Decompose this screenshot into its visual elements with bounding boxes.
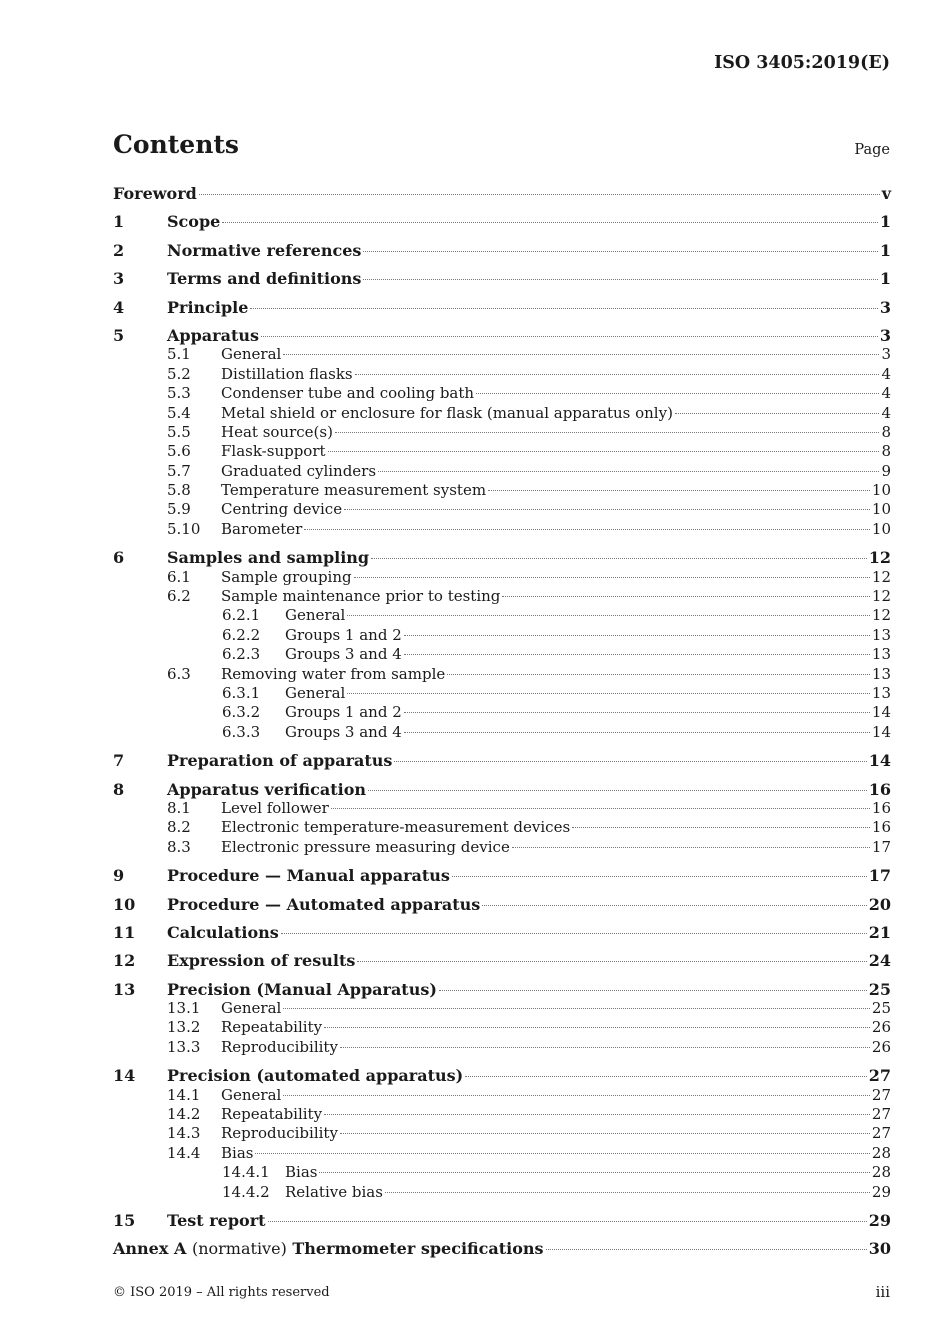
toc-entry-title: Reproducibility — [221, 1037, 338, 1056]
toc-entry[interactable] — [113, 326, 891, 345]
toc-entry-page: 9 — [881, 461, 891, 480]
toc-entry[interactable] — [113, 1066, 891, 1085]
toc-entry[interactable] — [113, 1144, 891, 1163]
toc-entry[interactable] — [113, 751, 891, 770]
toc-entry-number: 6.3.3 — [222, 722, 261, 741]
toc-entry-page: 16 — [871, 818, 891, 837]
toc-entry-title: General — [285, 606, 346, 625]
toc-entry[interactable] — [113, 951, 891, 970]
toc-entry-title: General — [285, 683, 346, 702]
toc-entry-title: Procedure — Manual apparatus — [167, 866, 450, 886]
dot-leader — [328, 451, 880, 452]
toc-entry[interactable] — [113, 404, 891, 423]
toc-entry-page: 4 — [881, 403, 891, 422]
toc-entry-title: Groups 1 and 2 — [285, 625, 402, 644]
toc-entry-title: Groups 3 and 4 — [285, 645, 402, 664]
dot-leader — [465, 1076, 867, 1077]
toc-entry-title: Scope — [167, 212, 221, 232]
toc-entry-number: 5 — [113, 325, 125, 345]
toc-entry[interactable] — [113, 345, 891, 364]
toc-entry-title: Bias — [221, 1143, 254, 1162]
toc-entry-page: 14 — [871, 722, 891, 741]
dot-leader — [488, 490, 870, 491]
toc-entry-page: 27 — [871, 1124, 891, 1143]
toc-entry[interactable] — [113, 568, 891, 587]
toc-entry-page: 3 — [881, 345, 891, 364]
toc-entry-number: 5.9 — [167, 500, 191, 519]
toc-entry-number: 6.1 — [167, 567, 191, 586]
toc-entry-title: Sample maintenance prior to testing — [221, 587, 501, 606]
toc-entry-page: 13 — [871, 683, 891, 702]
toc-entry[interactable] — [113, 645, 891, 664]
toc-entry-title: General — [221, 999, 282, 1018]
toc-entry-page: 1 — [879, 212, 891, 232]
dot-leader — [476, 393, 879, 394]
toc-entry-page: 29 — [868, 1210, 891, 1230]
toc-entry[interactable] — [113, 866, 891, 885]
toc-entry[interactable] — [113, 587, 891, 606]
toc-entry[interactable] — [113, 548, 891, 567]
toc-entry-page: 8 — [881, 442, 891, 461]
toc-entry-title: Foreword — [113, 184, 197, 203]
toc-entry[interactable] — [113, 923, 891, 942]
dot-leader — [222, 222, 878, 223]
toc-entry-page: 17 — [871, 837, 891, 856]
toc-entry-title: Repeatability — [221, 1105, 323, 1124]
toc-entry-title: Barometer — [221, 519, 303, 538]
toc-entry[interactable] — [113, 999, 891, 1018]
toc-entry-number: 7 — [113, 751, 125, 771]
toc-entry-title: Groups 3 and 4 — [285, 722, 402, 741]
toc-entry-page: 30 — [868, 1239, 891, 1259]
toc-entry-title: Reproducibility — [221, 1124, 338, 1143]
dot-leader — [340, 1133, 870, 1134]
toc-entry-title: Electronic temperature-measurement devices — [221, 818, 571, 837]
toc-entry-page: 10 — [871, 481, 891, 500]
toc-entry-number: 6 — [113, 548, 125, 568]
toc-entry[interactable] — [113, 606, 891, 625]
toc-entry-page: 12 — [871, 606, 891, 625]
toc-entry-title: Centring device — [221, 500, 343, 519]
toc-entry-title: Apparatus — [167, 325, 259, 345]
toc-entry[interactable] — [113, 481, 891, 500]
toc-entry-number: 9 — [113, 866, 125, 886]
toc-entry[interactable] — [113, 1183, 891, 1202]
toc-entry-number: 14 — [113, 1066, 136, 1086]
toc-entry-title: Apparatus verification — [167, 779, 367, 799]
toc-entry-number: 1 — [113, 212, 125, 232]
toc-entry[interactable] — [113, 838, 891, 857]
toc-entry-title: Normative references — [167, 240, 362, 260]
dot-leader — [363, 279, 877, 280]
dot-leader — [404, 732, 870, 733]
dot-leader — [354, 577, 870, 578]
dot-leader — [250, 308, 877, 309]
toc-entry-page: 28 — [871, 1143, 891, 1162]
toc-entry-number: 13.1 — [167, 999, 201, 1018]
toc-entry-page: 21 — [868, 922, 891, 942]
dot-leader — [385, 1192, 870, 1193]
dot-leader — [347, 693, 870, 694]
toc-entry[interactable] — [113, 895, 891, 914]
toc-entry-title: Relative bias — [285, 1182, 383, 1201]
page-number: iii — [875, 1283, 890, 1301]
toc-entry[interactable] — [113, 365, 891, 384]
toc-entry-number: 8.3 — [167, 837, 191, 856]
toc-entry[interactable] — [113, 298, 891, 317]
toc-entry-number: 5.4 — [167, 403, 191, 422]
toc-entry-page: 8 — [881, 422, 891, 441]
toc-entry[interactable] — [113, 1086, 891, 1105]
toc-entry[interactable] — [113, 684, 891, 703]
toc-entry-number: 3 — [113, 269, 125, 289]
toc-entry-number: 14.2 — [167, 1105, 201, 1124]
dot-leader — [404, 654, 870, 655]
dot-leader — [331, 808, 870, 809]
dot-leader — [340, 1047, 870, 1048]
dot-leader — [357, 961, 866, 962]
toc-entry[interactable] — [113, 212, 891, 231]
toc-entry[interactable] — [113, 1163, 891, 1182]
dot-leader — [268, 1221, 867, 1222]
dot-leader — [324, 1027, 870, 1028]
page-title: Contents — [113, 130, 240, 159]
dot-leader — [512, 847, 870, 848]
dot-leader — [572, 827, 870, 828]
toc-entry-number: 8.1 — [167, 798, 191, 817]
toc-entry-number: 10 — [113, 894, 136, 914]
toc-entry-number: 6.2.2 — [222, 625, 261, 644]
toc-entry-title: Expression of results — [167, 951, 356, 971]
dot-leader — [283, 354, 879, 355]
toc-entry-number: 6.2.3 — [222, 645, 261, 664]
toc-entry-number: 5.5 — [167, 422, 191, 441]
toc-entry-number: 6.3 — [167, 664, 191, 683]
toc-entry[interactable] — [113, 799, 891, 818]
toc-entry-number: 5.6 — [167, 442, 191, 461]
toc-entry-title: Graduated cylinders — [221, 461, 377, 480]
toc-entry[interactable] — [113, 269, 891, 288]
toc-entry-page: 12 — [871, 587, 891, 606]
toc-entry-number: 13 — [113, 979, 136, 999]
dot-leader — [304, 529, 870, 530]
toc-entry-page: v — [881, 184, 891, 203]
toc-entry-number: 6.2 — [167, 587, 191, 606]
toc-entry-title: Principle — [167, 297, 249, 317]
toc-entry-page: 3 — [879, 325, 891, 345]
dot-leader — [482, 905, 866, 906]
toc-entry-number: 14.4.1 — [222, 1163, 270, 1182]
toc-entry[interactable] — [113, 626, 891, 645]
dot-leader — [502, 596, 870, 597]
toc-entry-title: Distillation flasks — [221, 364, 353, 383]
dot-leader — [447, 674, 870, 675]
toc-entry-page: 27 — [871, 1085, 891, 1104]
toc-entry[interactable] — [113, 384, 891, 403]
toc-entry-title: Temperature measurement system — [221, 481, 487, 500]
dot-leader — [394, 761, 866, 762]
dot-leader — [368, 790, 867, 791]
dot-leader — [439, 990, 867, 991]
toc-entry-page: 16 — [868, 779, 891, 799]
toc-entry-page: 10 — [871, 519, 891, 538]
toc-entry-title: Electronic pressure measuring device — [221, 837, 510, 856]
toc-entry-page: 24 — [868, 951, 891, 971]
toc-entry-title: Annex A (normative) Thermometer specifications — [113, 1239, 544, 1259]
toc-entry-number: 5.1 — [167, 345, 191, 364]
toc-entry-number: 15 — [113, 1210, 136, 1230]
dot-leader — [344, 509, 870, 510]
toc-entry-page: 14 — [871, 703, 891, 722]
toc-entry[interactable] — [113, 241, 891, 260]
dot-leader — [355, 374, 880, 375]
dot-leader — [378, 471, 879, 472]
document-id: ISO 3405:2019(E) — [714, 53, 890, 73]
toc-entry[interactable] — [113, 423, 891, 442]
toc-entry[interactable] — [113, 1038, 891, 1057]
toc-entry-page: 14 — [868, 751, 891, 771]
toc-entry-page: 17 — [868, 866, 891, 886]
toc-entry-title: Preparation of apparatus — [167, 751, 393, 771]
toc-entry[interactable] — [113, 1211, 891, 1230]
toc-entry-number: 12 — [113, 951, 136, 971]
dot-leader — [404, 635, 870, 636]
toc-entry[interactable] — [113, 500, 891, 519]
toc-entry[interactable] — [113, 1124, 891, 1143]
toc-entry-number: 5.2 — [167, 364, 191, 383]
toc-entry-page: 12 — [871, 567, 891, 586]
toc-entry[interactable] — [113, 723, 891, 742]
toc-entry-page: 13 — [871, 625, 891, 644]
toc-entry[interactable] — [113, 703, 891, 722]
toc-entry-title: Repeatability — [221, 1018, 323, 1037]
toc-entry-page: 25 — [868, 979, 891, 999]
toc-entry[interactable] — [113, 520, 891, 539]
toc-entry-page: 4 — [881, 364, 891, 383]
toc-entry-number: 2 — [113, 240, 125, 260]
dot-leader — [324, 1114, 870, 1115]
dot-leader — [283, 1008, 870, 1009]
toc-entry-page: 16 — [871, 798, 891, 817]
toc-entry[interactable] — [113, 780, 891, 799]
toc-entry-number: 14.3 — [167, 1124, 201, 1143]
dot-leader — [281, 933, 867, 934]
dot-leader — [546, 1249, 867, 1250]
dot-leader — [255, 1153, 869, 1154]
toc-entry-title: Flask-support — [221, 442, 326, 461]
dot-leader — [675, 413, 880, 414]
toc-entry-title: Metal shield or enclosure for flask (manual apparatus only) — [221, 403, 673, 422]
toc-entry-number: 6.2.1 — [222, 606, 261, 625]
toc-entry-page: 3 — [879, 297, 891, 317]
dot-leader — [283, 1095, 870, 1096]
toc-entry-page: 10 — [871, 500, 891, 519]
toc-entry-page: 29 — [871, 1182, 891, 1201]
toc-entry-number: 5.3 — [167, 384, 191, 403]
copyright-notice: © ISO 2019 – All rights reserved — [113, 1285, 330, 1300]
toc-entry-title: Precision (automated apparatus) — [167, 1066, 464, 1086]
toc-entry-number: 8.2 — [167, 818, 191, 837]
page-column-label: Page — [854, 142, 890, 158]
toc-entry-title: Sample grouping — [221, 567, 352, 586]
toc-entry[interactable] — [113, 1018, 891, 1037]
toc-entry-title: General — [221, 1085, 282, 1104]
dot-leader — [452, 876, 867, 877]
toc-entry-number: 13.3 — [167, 1037, 201, 1056]
toc-entry-title: Test report — [167, 1210, 266, 1230]
dot-leader — [335, 432, 880, 433]
toc-entry-number: 14.4 — [167, 1143, 201, 1162]
toc-entry-page: 27 — [871, 1105, 891, 1124]
toc-entry-number: 14.1 — [167, 1085, 201, 1104]
toc-entry-page: 25 — [871, 999, 891, 1018]
toc-entry-page: 1 — [879, 269, 891, 289]
toc-entry-number: 5.10 — [167, 519, 201, 538]
toc-entry-page: 4 — [881, 384, 891, 403]
toc-entry[interactable] — [113, 665, 891, 684]
toc-entry-number: 5.8 — [167, 481, 191, 500]
toc-entry-title: Calculations — [167, 922, 279, 942]
toc-entry-page: 27 — [868, 1066, 891, 1086]
toc-entry-title: Groups 1 and 2 — [285, 703, 402, 722]
toc-entry-title: Procedure — Automated apparatus — [167, 894, 481, 914]
toc-entry[interactable] — [113, 1105, 891, 1124]
toc-entry-page: 12 — [868, 548, 891, 568]
toc-entry-title: General — [221, 345, 282, 364]
dot-leader — [261, 336, 878, 337]
toc-entry[interactable] — [113, 1239, 891, 1258]
toc-entry-number: 6.3.2 — [222, 703, 261, 722]
dot-leader — [371, 558, 867, 559]
toc-entry-page: 20 — [868, 894, 891, 914]
toc-entry-title: Level follower — [221, 798, 329, 817]
toc-entry[interactable] — [113, 818, 891, 837]
toc-entry-title: Condenser tube and cooling bath — [221, 384, 475, 403]
toc-entry-number: 4 — [113, 297, 125, 317]
toc-entry[interactable] — [113, 184, 891, 203]
toc-entry-title: Samples and sampling — [167, 548, 370, 568]
toc-entry-title: Heat source(s) — [221, 422, 333, 441]
toc-entry-title: Terms and definitions — [167, 269, 362, 289]
toc-entry-page: 13 — [871, 664, 891, 683]
toc-entry-page: 26 — [871, 1037, 891, 1056]
toc-entry[interactable] — [113, 462, 891, 481]
toc-entry-page: 13 — [871, 645, 891, 664]
toc-entry-title: Removing water from sample — [221, 664, 446, 683]
toc-entry-number: 6.3.1 — [222, 683, 261, 702]
toc-entry[interactable] — [113, 980, 891, 999]
toc-entry-title: Precision (Manual Apparatus) — [167, 979, 437, 999]
toc-entry-page: 1 — [879, 240, 891, 260]
dot-leader — [363, 251, 877, 252]
toc-entry-number: 11 — [113, 922, 136, 942]
toc-entry-title: Bias — [285, 1163, 318, 1182]
dot-leader — [199, 194, 880, 195]
toc-entry-page: 28 — [871, 1163, 891, 1182]
toc-entry-number: 14.4.2 — [222, 1182, 270, 1201]
toc-entry-number: 5.7 — [167, 461, 191, 480]
toc-entry-number: 8 — [113, 779, 125, 799]
dot-leader — [347, 615, 870, 616]
toc-entry[interactable] — [113, 442, 891, 461]
dot-leader — [319, 1172, 869, 1173]
toc-entry-number: 13.2 — [167, 1018, 201, 1037]
toc-entry-page: 26 — [871, 1018, 891, 1037]
dot-leader — [404, 712, 870, 713]
table-of-contents — [113, 184, 891, 1259]
